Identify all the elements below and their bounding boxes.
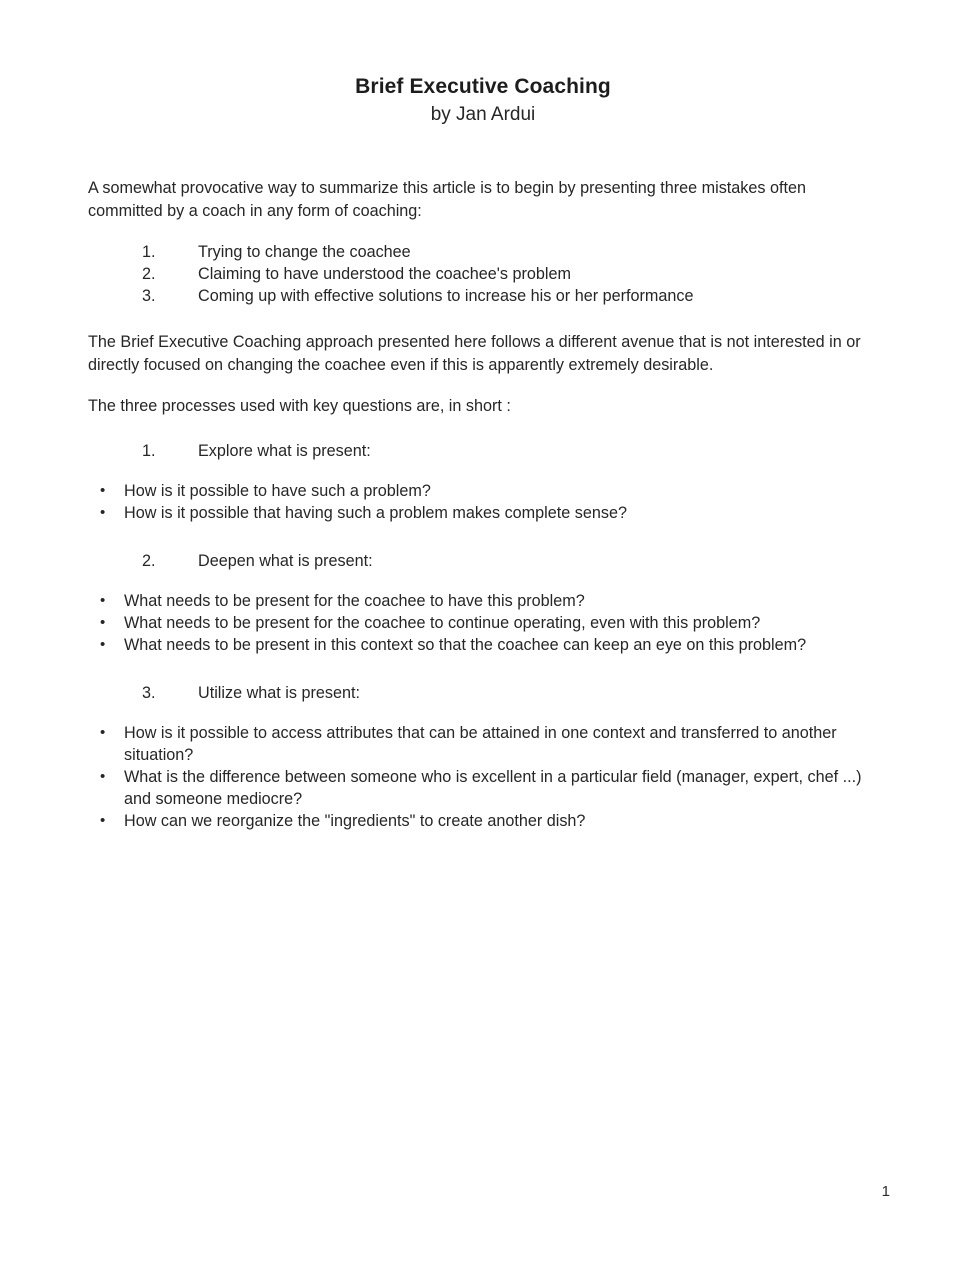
question-text: How is it possible to have such a problem?: [124, 482, 431, 500]
list-marker: 2.: [142, 552, 156, 570]
approach-paragraph: The Brief Executive Coaching approach presented here follows a different avenue that is not interested in or directly focused on changing the coachee even if this is apparently extremely desirable.: [88, 333, 861, 374]
processes-lead-paragraph: The three processes used with key questions are, in short :: [88, 397, 511, 415]
question-text: What is the difference between someone who is excellent in a particular field (manager, expert, chef ...) and someone mediocre?: [124, 768, 862, 808]
process-heading: [88, 682, 878, 704]
question-list-item: [88, 810, 878, 832]
question-text: What needs to be present in this context so that the coachee can keep an eye on this problem?: [124, 636, 807, 654]
question-text: How is it possible to access attributes that can be attained in one context and transferred to another situation?: [124, 724, 837, 764]
document-title: Brief Executive Coaching: [355, 75, 611, 98]
question-text: How is it possible that having such a problem makes complete sense?: [124, 504, 627, 522]
page-number: 1: [881, 1183, 890, 1200]
bullet-icon: •: [100, 614, 106, 631]
process-block: [88, 440, 878, 524]
question-list-item: [88, 590, 888, 612]
mistakes-list-item: [88, 263, 878, 285]
bullet-icon: •: [100, 636, 106, 653]
mistakes-list: [88, 241, 878, 307]
bullet-icon: •: [100, 482, 106, 499]
list-item-text: Claiming to have understood the coachee's problem: [198, 265, 571, 283]
list-item-text: Trying to change the coachee: [198, 243, 411, 261]
bullet-icon: •: [100, 592, 106, 609]
question-list-item: [88, 766, 878, 810]
process-heading: [88, 440, 878, 462]
list-item-text: Coming up with effective solutions to increase his or her performance: [198, 287, 694, 305]
title-block: [88, 74, 878, 127]
process-questions-list: [88, 480, 828, 524]
question-text: How can we reorganize the "ingredients" to create another dish?: [124, 812, 586, 830]
bullet-icon: •: [100, 504, 106, 521]
list-marker: 3.: [142, 684, 156, 702]
process-block: [88, 682, 878, 832]
list-marker: 1.: [142, 442, 156, 460]
document-byline: by Jan Ardui: [430, 104, 536, 126]
process-heading: [88, 550, 878, 572]
list-marker: 2.: [142, 265, 156, 283]
process-questions-list: [88, 722, 878, 832]
question-list-item: [88, 612, 888, 634]
process-heading-text: Utilize what is present:: [198, 684, 360, 702]
process-heading-text: Deepen what is present:: [198, 552, 373, 570]
question-list-item: [88, 480, 828, 502]
process-questions-list: [88, 590, 888, 656]
question-text: What needs to be present for the coachee to have this problem?: [124, 592, 585, 610]
intro-paragraph: A somewhat provocative way to summarize this article is to begin by presenting three mistakes often committed by a coach in any form of coaching:: [88, 179, 806, 220]
question-list-item: [88, 502, 828, 524]
bullet-icon: •: [100, 768, 106, 785]
question-list-item: [88, 634, 888, 656]
question-text: What needs to be present for the coachee to continue operating, even with this problem?: [124, 614, 761, 632]
mistakes-list-item: [88, 241, 878, 263]
document-content: [88, 74, 878, 858]
bullet-icon: •: [100, 724, 106, 741]
bullet-icon: •: [100, 812, 106, 829]
list-marker: 3.: [142, 287, 156, 305]
process-block: [88, 550, 878, 656]
list-marker: 1.: [142, 243, 156, 261]
question-list-item: [88, 722, 878, 766]
process-heading-text: Explore what is present:: [198, 442, 371, 460]
processes-list: [88, 440, 878, 832]
mistakes-list-item: [88, 285, 878, 307]
